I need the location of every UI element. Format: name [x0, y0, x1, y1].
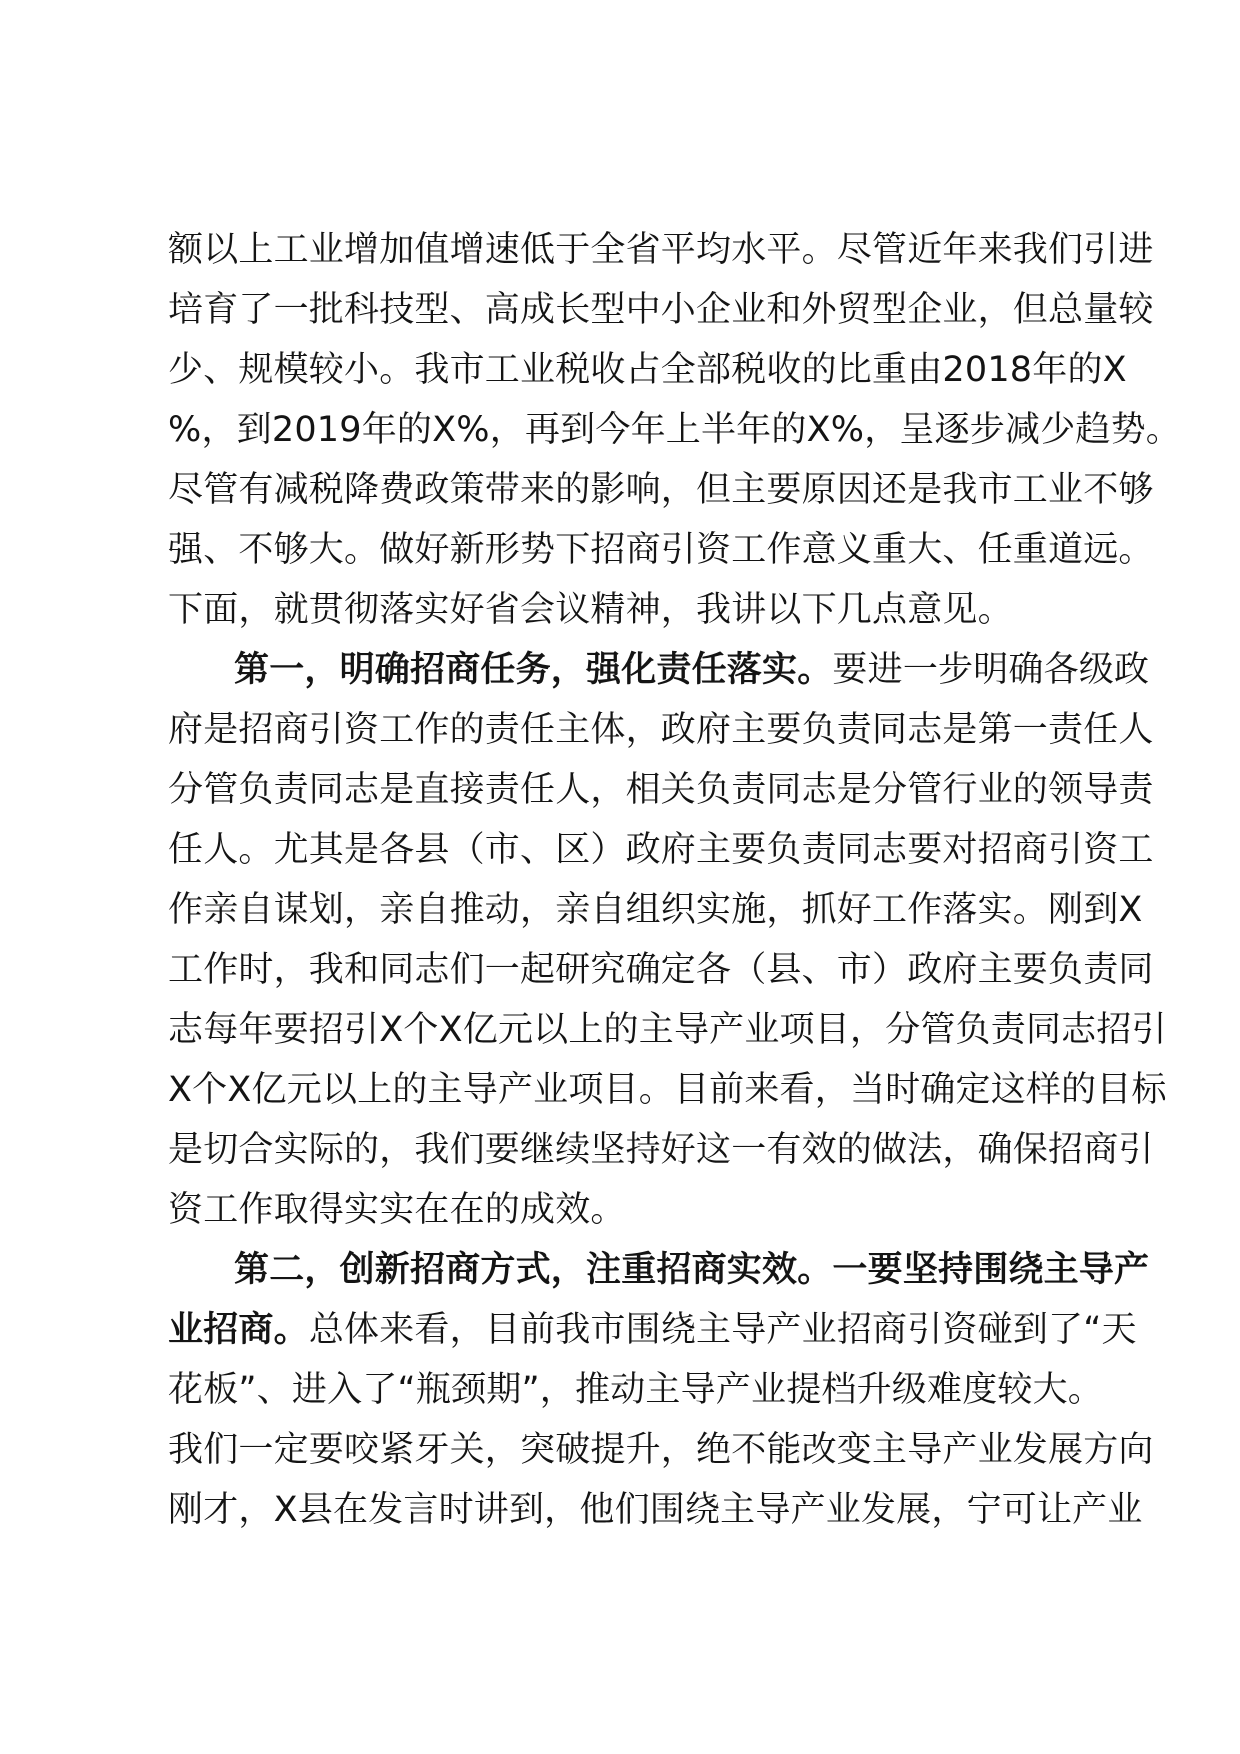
paragraph-1-text: 要进一步明确各级政 — [832, 650, 1150, 690]
text-line: 我们一定要咬紧牙关，突破提升，绝不能改变主导产业发展方向 — [168, 1430, 1154, 1470]
text-line: 资工作取得实实在在的成效。 — [168, 1190, 626, 1230]
paragraph-2-number: 第二， — [234, 1250, 340, 1290]
text-line: 是切合实际的，我们要继续坚持好这一有效的做法，确保招商引 — [168, 1130, 1154, 1170]
paragraph-2-subpoint-end: 业招商。 — [168, 1310, 309, 1350]
text-line: 志每年要招引X个X亿元以上的主导产业项目，分管负责同志招引 — [168, 1010, 1167, 1050]
text-line: 下面，就贯彻落实好省会议精神，我讲以下几点意见。 — [168, 590, 1013, 630]
text-line: 作亲自谋划，亲自推动，亲自组织实施，抓好工作落实。刚到X — [168, 890, 1143, 930]
text-line: 额以上工业增加值增速低于全省平均水平。尽管近年来我们引进 — [168, 230, 1154, 270]
text-line: %，到2019年的X%，再到今年上半年的X%，呈逐步减少趋势。 — [168, 410, 1181, 450]
text-line: 分管负责同志是直接责任人，相关负责同志是分管行业的领导责 — [168, 770, 1154, 810]
document-body — [168, 220, 1181, 1540]
paragraph-2-heading: 创新招商方式，注重招商实效。 — [339, 1250, 833, 1290]
text-line: 尽管有减税降费政策带来的影响，但主要原因还是我市工业不够 — [168, 470, 1154, 510]
text-line: 花板”、进入了“瓶颈期”，推动主导产业提档升级难度较大。 — [168, 1370, 1103, 1410]
text-line: 少、规模较小。我市工业税收占全部税收的比重由2018年的X — [168, 350, 1127, 390]
text-line: 刚才，X县在发言时讲到，他们围绕主导产业发展，宁可让产业 — [168, 1490, 1143, 1530]
text-line: X个X亿元以上的主导产业项目。目前来看，当时确定这样的目标 — [168, 1070, 1167, 1110]
paragraph-2-second-line — [168, 1300, 1137, 1360]
paragraph-2-subpoint: 一要坚持围绕主导产 — [832, 1250, 1150, 1290]
paragraph-2-first-line — [168, 1240, 1150, 1300]
text-line: 府是招商引资工作的责任主体，政府主要负责同志是第一责任人 — [168, 710, 1154, 750]
text-line: 工作时，我和同志们一起研究确定各（县、市）政府主要负责同 — [168, 950, 1154, 990]
paragraph-1-number: 第一， — [234, 650, 340, 690]
paragraph-2-text: 总体来看，目前我市围绕主导产业招商引资碰到了“天 — [308, 1310, 1137, 1350]
paragraph-1-heading: 明确招商任务，强化责任落实。 — [339, 650, 833, 690]
text-line: 培育了一批科技型、高成长型中小企业和外贸型企业，但总量较 — [168, 290, 1154, 330]
paragraph-1-first-line — [168, 640, 1150, 700]
text-line: 强、不够大。做好新形势下招商引资工作意义重大、任重道远。 — [168, 530, 1154, 570]
text-line: 任人。尤其是各县（市、区）政府主要负责同志要对招商引资工 — [168, 830, 1154, 870]
